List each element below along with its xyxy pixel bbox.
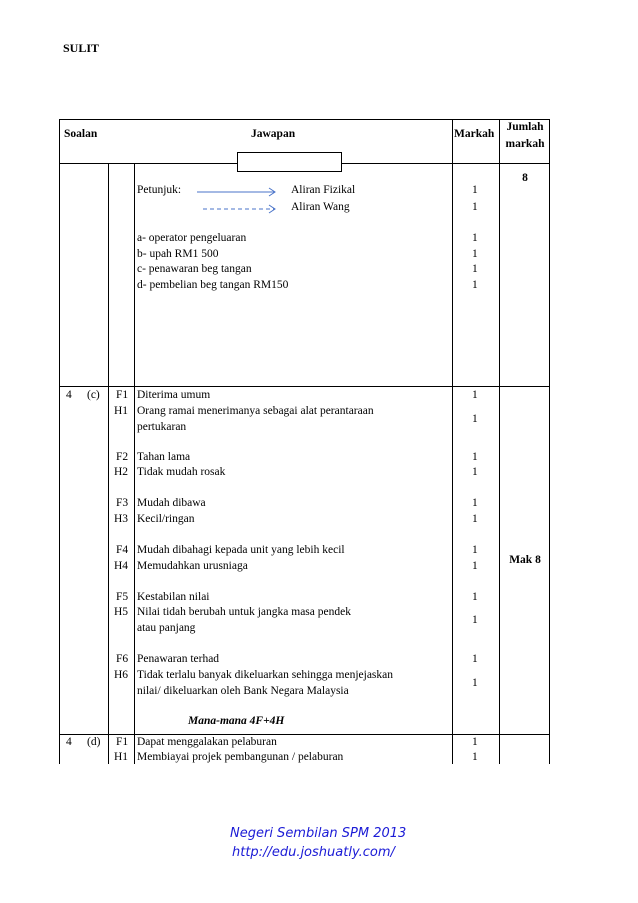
mark: 1 xyxy=(472,466,478,478)
row-text: Diterima umum xyxy=(137,389,211,401)
item-text: b- upah RM1 500 xyxy=(137,248,219,260)
row-text-cont: atau panjang xyxy=(137,622,196,634)
header-jawapan: Jawapan xyxy=(251,128,296,140)
mark: 1 xyxy=(472,677,478,689)
mark: 1 xyxy=(472,263,478,275)
row-text: Nilai tidah berubah untuk jangka masa pendek xyxy=(137,606,351,618)
question-number: 4 xyxy=(66,389,72,401)
row-code: H4 xyxy=(114,560,129,572)
row-code: F5 xyxy=(116,591,129,603)
row-text-cont: nilai/ dikeluarkan oleh Bank Negara Malaysia xyxy=(137,685,349,697)
mark: 1 xyxy=(472,751,478,763)
header-label: SULIT xyxy=(63,41,100,55)
watermark-line2: http://edu.joshuatly.com/ xyxy=(232,845,395,860)
mark: 1 xyxy=(472,389,478,401)
question-part: (d) xyxy=(87,736,101,748)
mark: 1 xyxy=(472,560,478,572)
row-code: F2 xyxy=(116,451,129,463)
row-text: Tidak terlalu banyak dikeluarkan sehingga menjejaskan xyxy=(137,669,394,681)
mark: 1 xyxy=(472,544,478,556)
row-text: Dapat menggalakan pelaburan xyxy=(137,736,277,748)
question-number: 4 xyxy=(66,736,72,748)
row-code: H3 xyxy=(114,513,129,525)
mark: 1 xyxy=(472,248,478,260)
section2-total: Mak 8 xyxy=(509,554,541,566)
section2-note: Mana-mana 4F+4H xyxy=(188,715,285,727)
mark: 1 xyxy=(472,201,478,213)
row-text: Tidak mudah rosak xyxy=(137,466,226,478)
legend-arrows xyxy=(195,184,285,214)
header-jumlah: Jumlah xyxy=(506,121,544,133)
row-text: Membiayai projek pembangunan / pelaburan xyxy=(137,751,344,763)
row-text: Kestabilan nilai xyxy=(137,591,210,603)
question-part: (c) xyxy=(87,389,100,401)
header-soalan: Soalan xyxy=(64,128,98,140)
row-text: Penawaran terhad xyxy=(137,653,220,665)
row-text: Mudah dibahagi kepada unit yang lebih kecil xyxy=(137,544,345,556)
row-code: H5 xyxy=(114,606,129,618)
row-code: F1 xyxy=(116,736,129,748)
mark: 1 xyxy=(472,279,478,291)
row-code: F4 xyxy=(116,544,129,556)
row-code: F1 xyxy=(116,389,129,401)
mark: 1 xyxy=(472,497,478,509)
mark: 1 xyxy=(472,513,478,525)
mark: 1 xyxy=(472,591,478,603)
mark: 1 xyxy=(472,184,478,196)
row-text: Kecil/ringan xyxy=(137,513,195,525)
petunjuk-label: Petunjuk: xyxy=(137,184,182,196)
header-markah: Markah xyxy=(454,128,495,140)
legend-physical: Aliran Fizikal xyxy=(291,184,356,196)
row-code: H2 xyxy=(114,466,129,478)
item-text: a- operator pengeluaran xyxy=(137,232,247,244)
row-code: F6 xyxy=(116,653,129,665)
mark: 1 xyxy=(472,653,478,665)
row-code: H1 xyxy=(114,751,129,763)
row-code: H6 xyxy=(114,669,129,681)
mark: 1 xyxy=(472,232,478,244)
item-text: d- pembelian beg tangan RM150 xyxy=(137,279,289,291)
legend-money: Aliran Wang xyxy=(291,201,350,213)
item-text: c- penawaran beg tangan xyxy=(137,263,252,275)
row-code: F3 xyxy=(116,497,129,509)
mark: 1 xyxy=(472,736,478,748)
mark: 1 xyxy=(472,413,478,425)
header-jumlah-markah: markah xyxy=(505,138,545,150)
row-text: Mudah dibawa xyxy=(137,497,206,509)
watermark-line1: Negeri Sembilan SPM 2013 xyxy=(230,826,407,841)
row-text-cont: pertukaran xyxy=(137,421,187,433)
row-text: Tahan lama xyxy=(137,451,191,463)
row-text: Memudahkan urusniaga xyxy=(137,560,248,572)
mark: 1 xyxy=(472,614,478,626)
mark: 1 xyxy=(472,451,478,463)
section1-total: 8 xyxy=(522,172,528,184)
row-code: H1 xyxy=(114,405,129,417)
row-text: Orang ramai menerimanya sebagai alat perantaraan xyxy=(137,405,374,417)
